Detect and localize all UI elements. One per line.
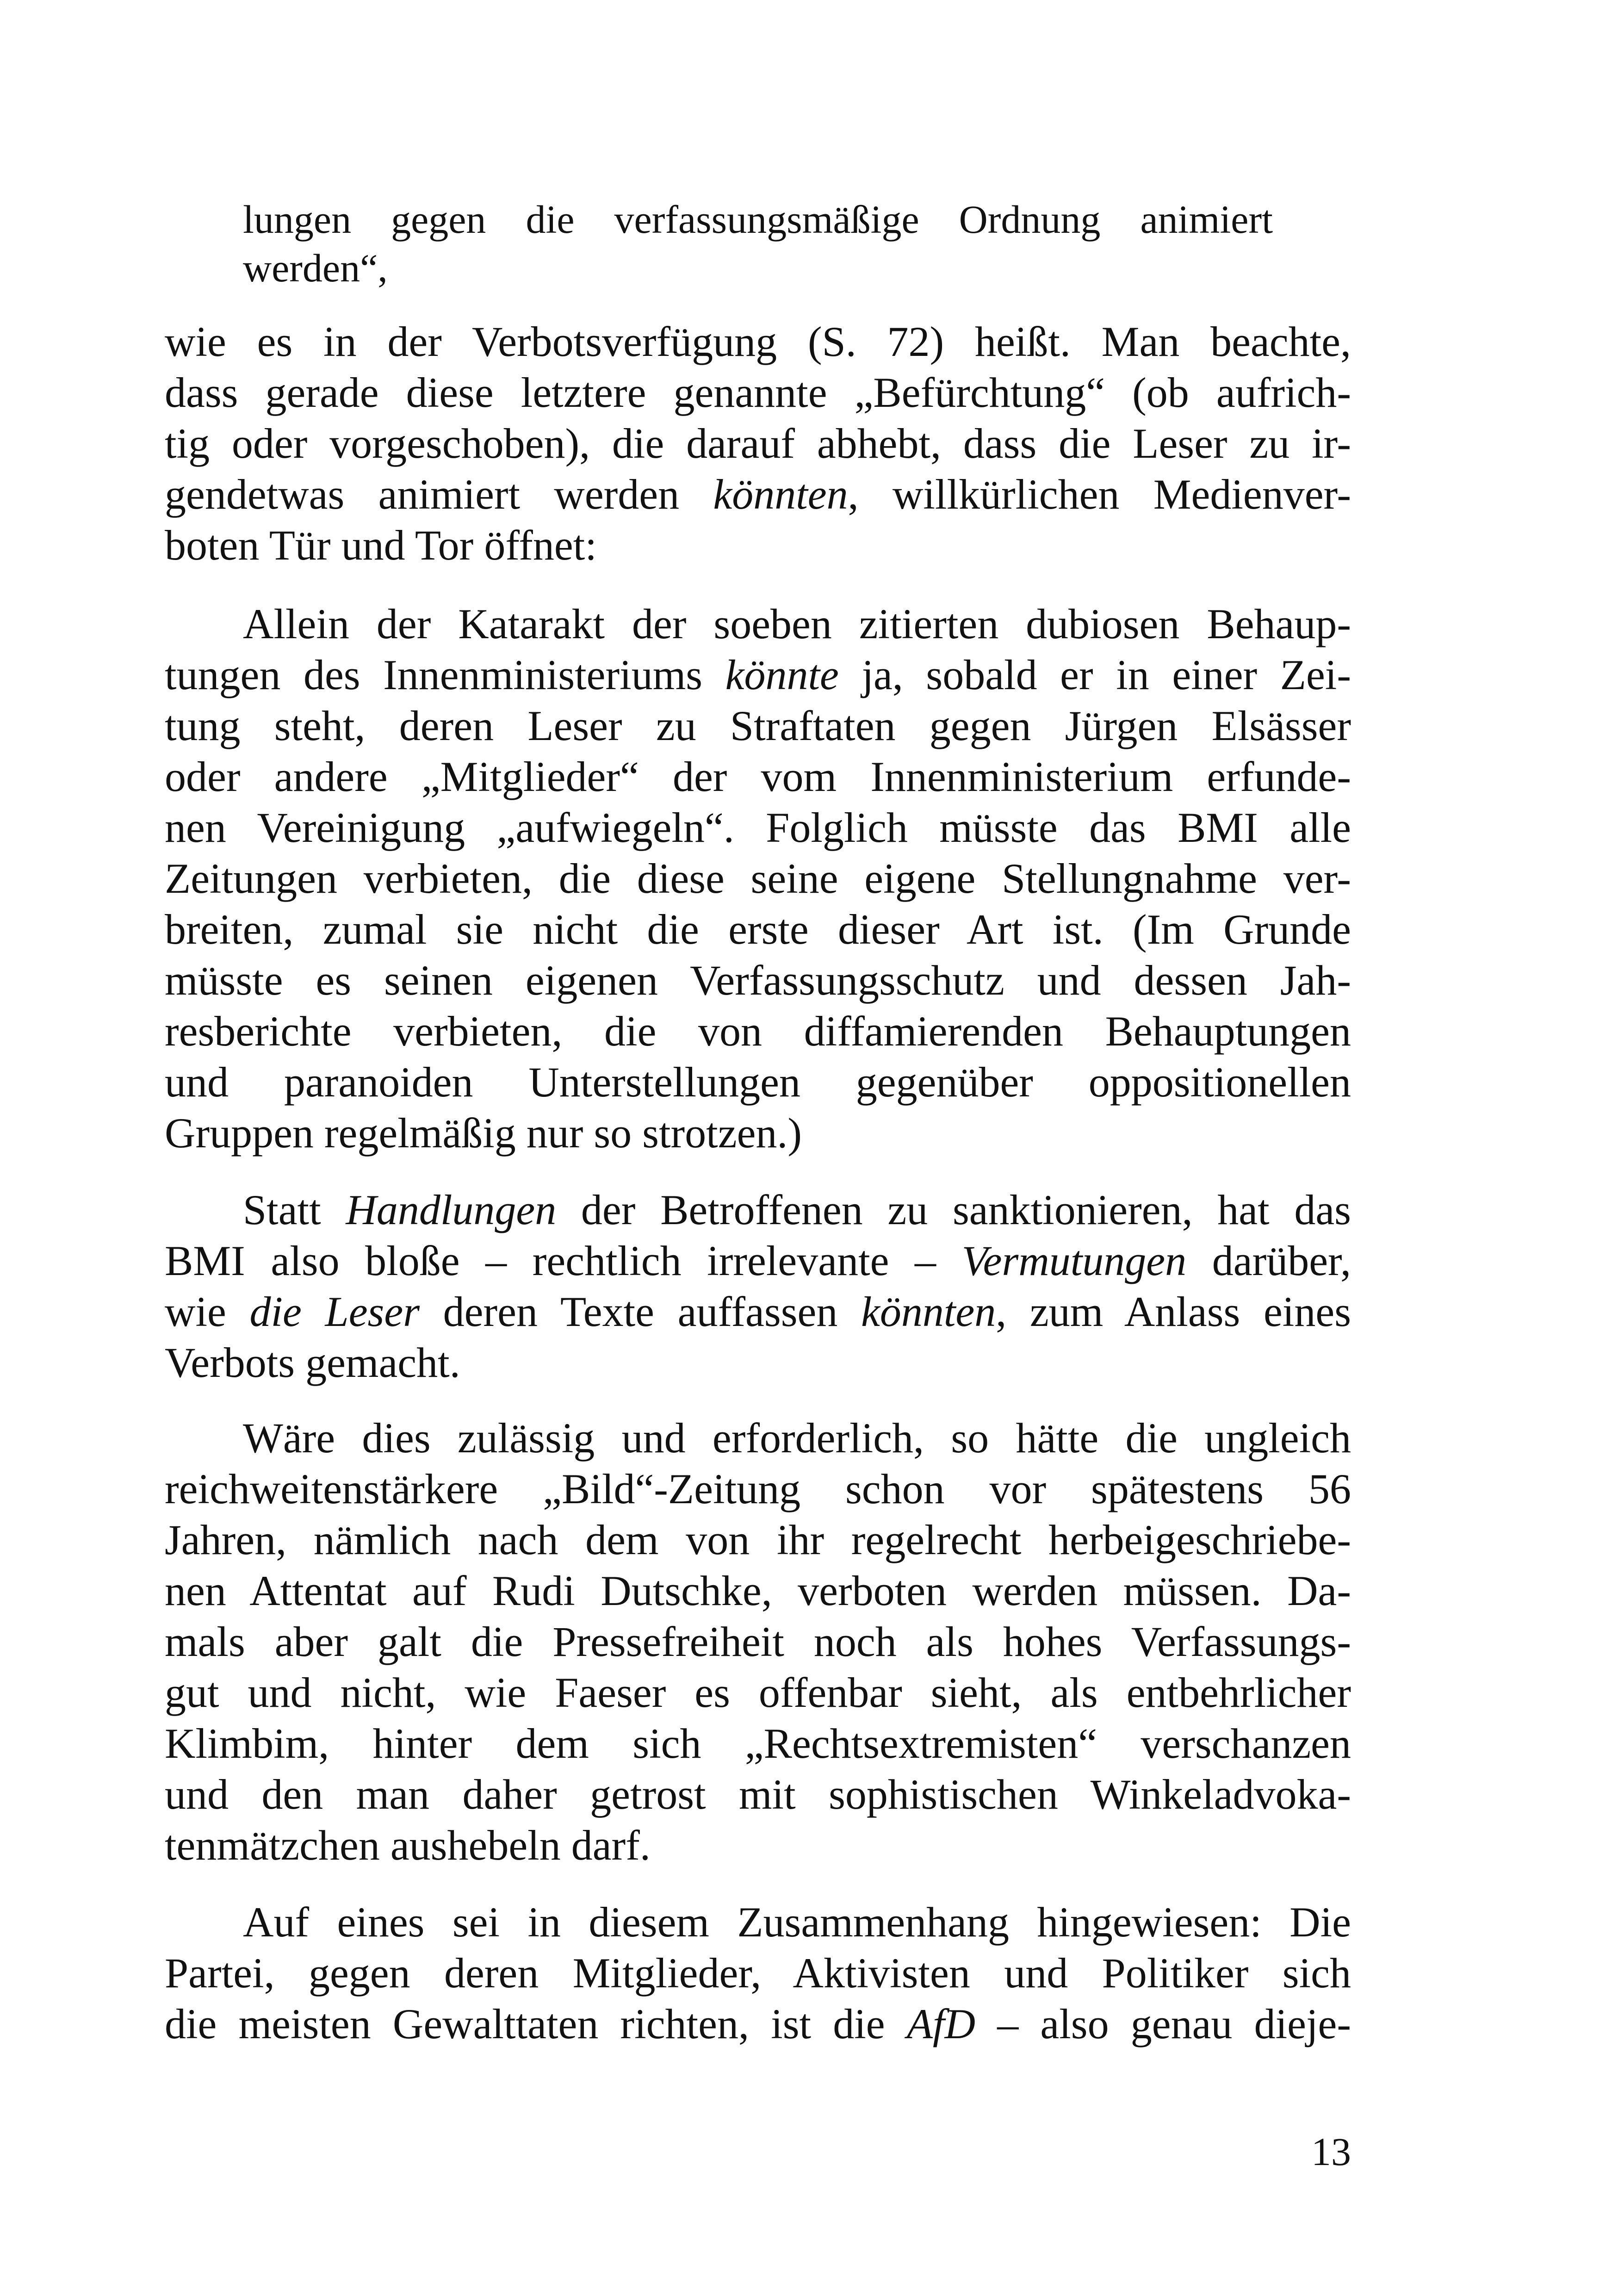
text-segment: tung steht, deren Leser zu Straftaten gegen Jürgen Elsässer	[165, 702, 1351, 749]
text-segment: boten Tür und Tor öffnet:	[165, 522, 597, 569]
text-segment: wie	[165, 1288, 250, 1335]
text-segment: müsste es seinen eigenen Verfassungsschutz und dessen Jah-	[165, 957, 1351, 1004]
text-line	[165, 802, 1351, 853]
italic-text: Vermutungen	[961, 1237, 1187, 1284]
text-segment: , willkürlichen Medienver-	[848, 471, 1351, 518]
text-segment: wie es in der Verbotsverfügung (S. 72) heißt. Man beachte,	[165, 318, 1351, 365]
italic-text: Handlungen	[346, 1186, 557, 1233]
text-segment: Klimbim, hinter dem sich „Rechtsextremisten“ verschanzen	[165, 1720, 1351, 1767]
text-line	[165, 1998, 1351, 2049]
text-line	[165, 1286, 1351, 1337]
text-segment: Wäre dies zulässig und erforderlich, so hätte die ungleich	[243, 1414, 1351, 1462]
text-line	[165, 1616, 1351, 1667]
text-segment: dass gerade diese letztere genannte „Befürchtung“ (ob aufrich-	[165, 369, 1351, 416]
italic-text: könnte	[725, 651, 839, 698]
text-segment: mals aber galt die Pressefreiheit noch als hohes Verfassungs-	[165, 1618, 1351, 1665]
text-line	[165, 1718, 1351, 1769]
text-segment: breiten, zumal sie nicht die erste dieser Art ist. (Im Grunde	[165, 906, 1351, 953]
text-line	[165, 418, 1351, 469]
text-segment: Jahren, nämlich nach dem von ihr regelrecht herbeigeschriebe-	[165, 1516, 1351, 1563]
text-segment: , zum Anlass eines	[996, 1288, 1351, 1335]
text-line	[165, 598, 1351, 649]
italic-text: könnten	[713, 471, 848, 518]
paragraph	[165, 1897, 1351, 2049]
paragraph	[165, 1184, 1351, 1388]
text-segment: nen Vereinigung „aufwiegeln“. Folglich müsste das BMI alle	[165, 804, 1351, 851]
text-segment: ja, sobald er in einer Zei-	[838, 651, 1351, 698]
text-line	[165, 853, 1351, 904]
text-line	[165, 649, 1351, 700]
italic-text: die Leser	[249, 1288, 420, 1335]
text-segment: Allein der Katarakt der soeben zitierten dubiosen Behaup-	[243, 600, 1351, 647]
text-segment: Auf eines sei in diesem Zusammenhang hingewiesen: Die	[243, 1898, 1351, 1946]
text-segment: darüber,	[1186, 1237, 1351, 1284]
text-line	[165, 1514, 1351, 1565]
text-line	[165, 316, 1351, 367]
text-line	[165, 520, 1351, 571]
text-segment: BMI also bloße – rechtlich irrelevante –	[165, 1237, 962, 1284]
text-segment: Verbots gemacht.	[165, 1339, 460, 1386]
text-line	[165, 1235, 1351, 1286]
text-line	[165, 1184, 1351, 1235]
paragraph	[165, 598, 1351, 1158]
block-quote	[243, 195, 1273, 292]
text-line	[165, 904, 1351, 955]
text-segment: Zeitungen verbieten, die diese seine eigene Stellungnahme ver-	[165, 855, 1351, 902]
text-segment: Partei, gegen deren Mitglieder, Aktivisten und Politiker sich	[165, 1949, 1351, 1997]
text-line	[165, 1820, 1351, 1871]
text-segment: tig oder vorgeschoben), die darauf abhebt, dass die Leser zu ir-	[165, 420, 1351, 467]
paragraph	[165, 1412, 1351, 1871]
text-segment: tungen des Innenministeriums	[165, 651, 725, 698]
text-line	[165, 1769, 1351, 1820]
text-segment: werden“,	[243, 246, 388, 290]
text-segment: tenmätzchen aushebeln darf.	[165, 1822, 651, 1869]
text-segment: und paranoiden Unterstellungen gegenüber oppositionellen	[165, 1058, 1351, 1106]
text-segment: resberichte verbieten, die von diffamierenden Behauptungen	[165, 1008, 1351, 1055]
text-segment: Statt	[243, 1186, 346, 1233]
text-line	[165, 1897, 1351, 1948]
text-line	[165, 1463, 1351, 1514]
text-segment: lungen gegen die verfassungsmäßige Ordnung animiert	[243, 197, 1273, 242]
text-segment: und den man daher getrost mit sophistischen Winkeladvoka-	[165, 1771, 1351, 1818]
text-segment: oder andere „Mitglieder“ der vom Innenministerium erfunde-	[165, 753, 1351, 800]
text-segment: – also genau dieje-	[975, 2000, 1351, 2047]
text-segment: Gruppen regelmäßig nur so strotzen.)	[165, 1109, 802, 1157]
text-line	[165, 1565, 1351, 1616]
text-segment: gut und nicht, wie Faeser es offenbar sieht, als entbehrlicher	[165, 1669, 1351, 1716]
text-line	[165, 469, 1351, 520]
text-segment: deren Texte auffassen	[420, 1288, 861, 1335]
italic-text: AfD	[906, 2000, 976, 2047]
text-segment: die meisten Gewalttaten richten, ist die	[165, 2000, 907, 2047]
text-segment: gendetwas animiert werden	[165, 471, 713, 518]
text-segment: reichweitenstärkere „Bild“-Zeitung schon vor spätestens 56	[165, 1465, 1351, 1512]
text-line	[165, 1412, 1351, 1463]
text-line	[165, 1057, 1351, 1108]
text-segment: nen Attentat auf Rudi Dutschke, verboten werden müssen. Da-	[165, 1567, 1351, 1614]
text-line	[165, 700, 1351, 751]
text-line	[165, 751, 1351, 802]
text-line	[243, 195, 1273, 244]
italic-text: könnten	[861, 1288, 996, 1335]
text-line	[165, 1108, 1351, 1158]
text-line	[165, 1667, 1351, 1718]
text-line	[165, 1337, 1351, 1388]
text-line	[243, 244, 1273, 292]
page-number: 13	[1311, 2129, 1351, 2174]
text-segment: der Betroffenen zu sanktionieren, hat das	[556, 1186, 1351, 1233]
text-line	[165, 1006, 1351, 1057]
text-line	[165, 367, 1351, 418]
text-line	[165, 1948, 1351, 1998]
text-line	[165, 955, 1351, 1006]
paragraph	[165, 316, 1351, 571]
